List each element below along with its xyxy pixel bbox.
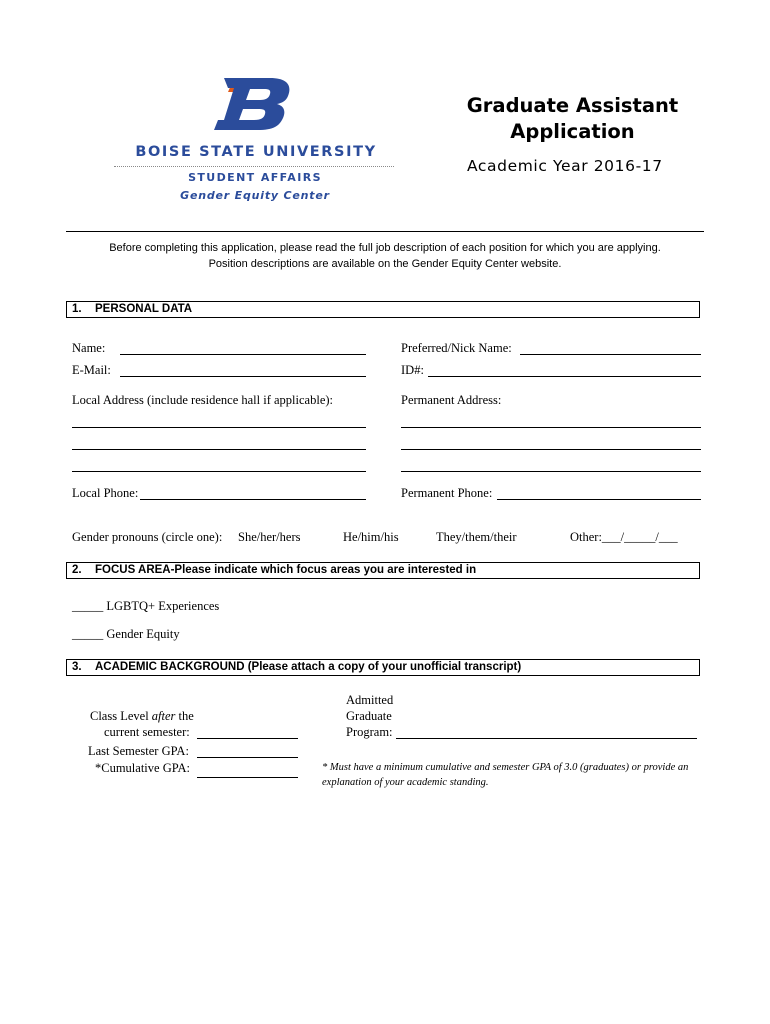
name-label: Name: [72, 341, 106, 355]
class-level-text-end: the [175, 709, 194, 723]
pronoun-option-other[interactable]: Other:___/_____/___ [570, 530, 678, 544]
permanent-address-line-3[interactable] [401, 471, 701, 472]
program-label: Program: [346, 725, 393, 739]
admitted-label: Admitted [346, 693, 394, 707]
pronoun-option-he[interactable]: He/him/his [343, 530, 399, 544]
class-level-emphasis: after [151, 709, 176, 723]
page-subtitle: Academic Year 2016-17 [467, 157, 663, 175]
focus-option-gender-equity[interactable]: _____ Gender Equity [72, 627, 180, 641]
logo-divider [114, 166, 394, 167]
permanent-phone-field[interactable] [497, 499, 701, 500]
header-divider [66, 231, 704, 232]
pronoun-option-she[interactable]: She/her/hers [238, 530, 301, 544]
gender-pronouns-label: Gender pronouns (circle one): [72, 530, 223, 544]
id-field[interactable] [428, 376, 701, 377]
class-level-text: Class Level [90, 709, 152, 723]
permanent-phone-label: Permanent Phone: [401, 486, 493, 500]
section-academic-background-header [66, 659, 700, 676]
page-title-line1: Graduate Assistant [466, 94, 679, 117]
section-number: 1. [72, 303, 82, 315]
intro-line1: Before completing this application, please read the full job description of each position for which you are applying. [109, 242, 661, 254]
section-focus-area-header [66, 562, 700, 579]
graduate-program-field[interactable] [396, 738, 697, 739]
graduate-label: Graduate [346, 709, 392, 723]
gpa-note-line1: * Must have a minimum cumulative and semester GPA of 3.0 (graduates) or provide an [322, 762, 689, 773]
permanent-address-line-1[interactable] [401, 427, 701, 428]
permanent-address-line-2[interactable] [401, 449, 701, 450]
section-personal-data-header [66, 301, 700, 318]
section-number: 3. [72, 661, 82, 673]
local-address-label: Local Address (include residence hall if applicable): [72, 393, 334, 407]
pronoun-option-they[interactable]: They/them/their [436, 530, 517, 544]
nick-name-label: Preferred/Nick Name: [401, 341, 512, 355]
current-semester-label: current semester: [104, 725, 190, 739]
email-label: E-Mail: [72, 363, 111, 377]
name-field[interactable] [120, 354, 366, 355]
local-address-line-1[interactable] [72, 427, 366, 428]
section-title: FOCUS AREA-Please indicate which focus areas you are interested in [95, 564, 477, 576]
focus-option-lgbtq[interactable]: _____ LGBTQ+ Experiences [72, 599, 220, 613]
last-semester-gpa-field[interactable] [197, 757, 298, 758]
boise-state-b-logo [214, 76, 294, 132]
nick-name-field[interactable] [520, 354, 701, 355]
university-name: BOISE STATE UNIVERSITY [135, 144, 377, 160]
cumulative-gpa-label: *Cumulative GPA: [95, 761, 191, 775]
department-name: STUDENT AFFAIRS [188, 171, 322, 184]
permanent-address-label: Permanent Address: [401, 393, 502, 407]
last-semester-gpa-label: Last Semester GPA: [88, 744, 189, 758]
intro-line2: Position descriptions are available on the Gender Equity Center website. [208, 258, 562, 270]
class-level-field[interactable] [197, 738, 298, 739]
gpa-note-line2: explanation of your academic standing. [322, 777, 489, 788]
section-number: 2. [72, 564, 82, 576]
local-address-line-2[interactable] [72, 449, 366, 450]
page-title-line2: Application [510, 120, 635, 143]
email-field[interactable] [120, 376, 366, 377]
local-address-line-3[interactable] [72, 471, 366, 472]
cumulative-gpa-field[interactable] [197, 777, 298, 778]
center-name: Gender Equity Center [180, 189, 330, 202]
class-level-label [90, 709, 194, 724]
id-label: ID#: [401, 363, 424, 377]
local-phone-label: Local Phone: [72, 486, 139, 500]
section-title: ACADEMIC BACKGROUND (Please attach a copy of your unofficial transcript) [95, 661, 522, 673]
section-title: PERSONAL DATA [95, 303, 193, 315]
local-phone-field[interactable] [140, 499, 366, 500]
